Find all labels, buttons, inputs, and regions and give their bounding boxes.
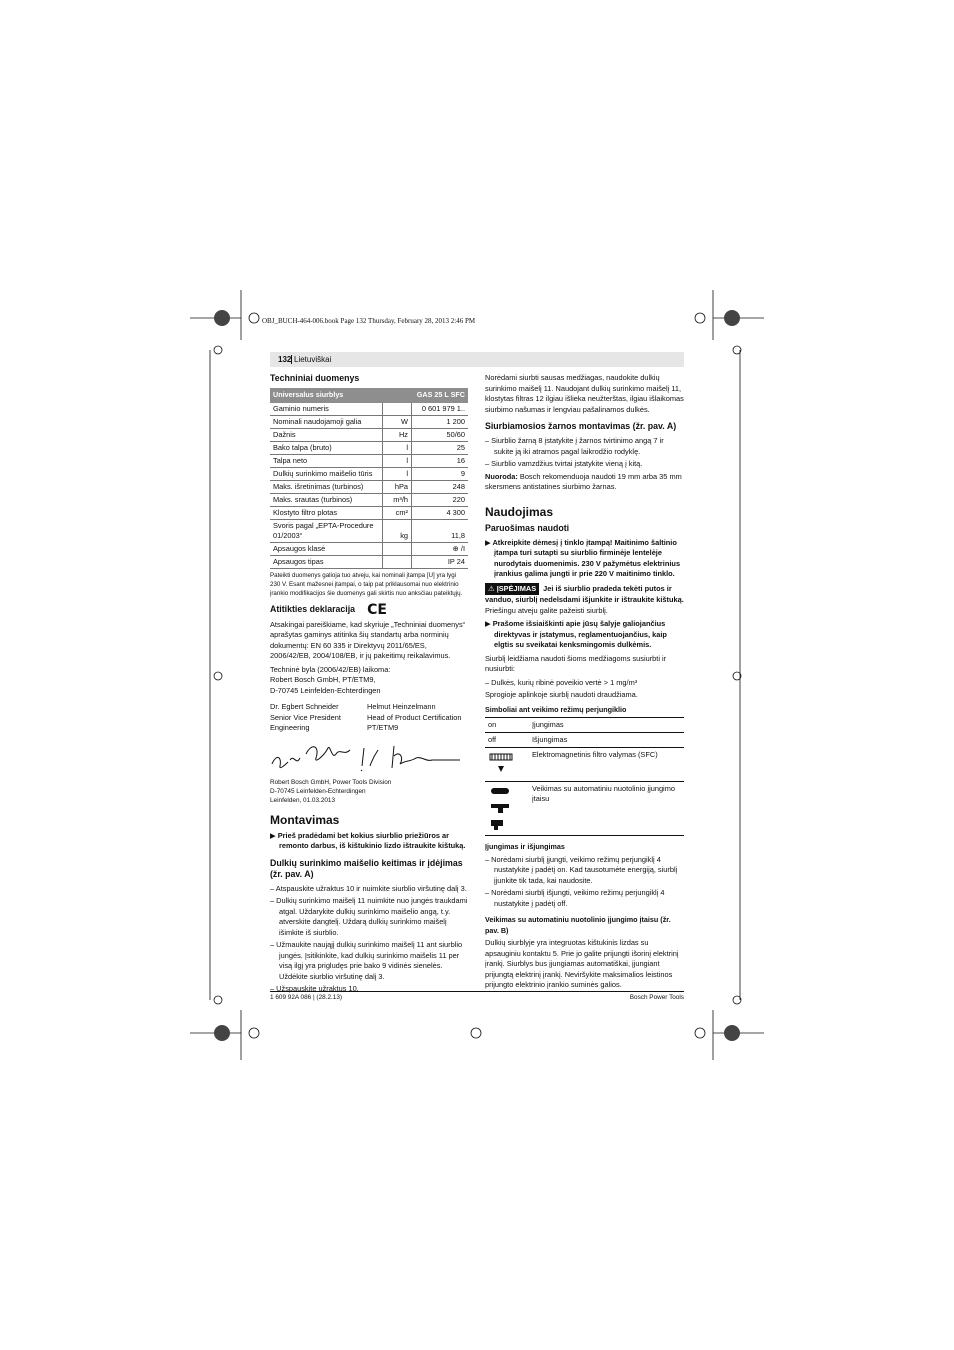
- tech-cell-unit: hPa: [383, 480, 412, 493]
- tech-cell-value: IP 24: [412, 555, 469, 568]
- tech-cell-unit: [383, 555, 412, 568]
- page-footer: [270, 991, 684, 1001]
- tech-row: [270, 454, 468, 467]
- book-slug: OBJ_BUCH-464-006.book Page 132 Thursday, February 28, 2013 2:46 PM: [262, 317, 476, 325]
- tech-cell-unit: l: [383, 441, 412, 454]
- list-item-text: Norėdami siurblį įjungti, veikimo režimų perjungiklį 4 nustatykite į padėtį on. Kad tausotumėte energiją, siurblį įjunkite tik tada, kai naudosite.: [491, 854, 678, 885]
- list-item-text: Atspauskite užraktus 10 ir nuimkite siurblio viršutinę dalį 3.: [275, 883, 467, 893]
- tech-heading: Techniniai duomenys: [270, 373, 360, 383]
- tech-cell-unit: l: [383, 454, 412, 467]
- tech-cell-value: 220: [412, 493, 469, 506]
- signer-1-dept: Engineering: [270, 723, 310, 732]
- montavimas-warning: ▶ Prieš pradėdami bet kokius siurblio priežiūros ar remonto darbus, iš kištukinio lizdo ištraukite kištuką.: [270, 830, 466, 850]
- auto-text: Dulkių siurblyje yra integruotas kištukinis lizdas su apsauginiu kontaktu 5. Prie jo galite prijungti išorinį elektrinį įrankį. Siurblys bus įjungiamas automatiškai, įjungiant prijungtą elektrinį įrankį. Neviršykite maksimalios leistinos prijungto elektrinio įrankio suminės galios.: [485, 938, 679, 989]
- symbol-row-on: [485, 718, 684, 733]
- tech-cell-label: Gaminio numeris: [270, 403, 383, 416]
- list-item-text: Dulkių surinkimo maišelį 11 nuimkite nuo jungės traukdami atgal. Uždarykite dulkių surinkimo maišelio angą, t.y. atverskite dangtelį. Uždarą dulkių surinkimo maišelį išimkite iš siurblio.: [276, 896, 468, 937]
- power-tool-icon: [488, 784, 514, 830]
- signer-1-title: Senior Vice President: [270, 712, 341, 722]
- tech-table-head: [270, 388, 468, 403]
- tech-cell-unit: [383, 403, 412, 416]
- page-number: 132: [278, 355, 292, 364]
- tech-cell-unit: [383, 542, 412, 555]
- onoff-heading: Įjungimas ir išjungimas: [485, 842, 565, 851]
- prep-heading: Paruošimas naudoti: [485, 522, 570, 533]
- tech-table: [270, 388, 468, 569]
- language-label: Lietuviškai: [294, 355, 332, 364]
- left-column: [270, 373, 468, 997]
- page-header: [270, 352, 684, 367]
- signer-2-name: Helmut Heinzelmann: [367, 702, 436, 711]
- filter-cleaning-icon: [488, 750, 514, 776]
- decl-file-label: Techninė byla (2006/42/EB) laikoma:: [270, 664, 391, 674]
- tech-cell-value: ⊕ /I: [412, 542, 469, 555]
- tech-cell-value: 50/60: [412, 428, 469, 441]
- prep-item-2: ▶ Prašome išsiaiškinti apie jūsų šalyje galiojančius direktyvas ir įstatymus, reglamentuojančius, kaip elgtis su sveikatai kenksmingomis dulkėmis.: [485, 619, 667, 649]
- tech-cell-unit: Hz: [383, 428, 412, 441]
- hose-note-label: Nuoroda:: [485, 471, 518, 481]
- tech-note: Pateikti duomenys galioja tuo atveju, kai nominali įtampa [U] yra lygi 230 V. Esant mažesnei įtampai, o taip pat priklausomai nuo elektrinio įrankio modifikacijos šie duomenys gali skirtis nuo anksčiau pateiktųjų.: [270, 571, 463, 597]
- prep-item-1: ▶ Atkreipkite dėmesį į tinklo įtampą! Maitinimo šaltinio įtampa turi sutapti su siurblio firminėje lentelėje nurodytais duomenimis. 230 V pažymėtus elektrinius įrankius galima jungti ir prie 220 V maitinimo tinklo.: [485, 537, 681, 578]
- right-column: [485, 373, 684, 994]
- list-item: – Užspauskite užraktus 10.: [270, 984, 359, 993]
- tech-cell-label: Nominali naudojamoji galia: [270, 415, 383, 428]
- tech-cell-value: 4 300: [412, 506, 469, 519]
- sfc-filter-icon: [485, 748, 529, 782]
- signer-2-dept: PT/ETM9: [367, 723, 399, 732]
- tech-cell-label: Svoris pagal „EPTA-Procedure 01/2003“: [270, 519, 383, 542]
- signer-1: [270, 702, 367, 734]
- ce-mark-icon: CE: [367, 601, 387, 618]
- tech-row: [270, 428, 468, 441]
- hose-steps: [485, 436, 684, 470]
- allowed-item-text: Dulkės, kurių ribinė poveikio vertė > 1 mg/m³: [491, 677, 638, 687]
- tech-cell-unit: l: [383, 467, 412, 480]
- tech-cell-value: 11,8: [412, 519, 469, 542]
- decl-file-addr2: D-70745 Leinfelden-Echterdingen: [270, 685, 381, 695]
- auto-switch-icon: [485, 782, 529, 836]
- list-item: – Norėdami siurblį išjungti, veikimo režimų perjungiklį 4 nustatykite į padėtį off.: [485, 888, 665, 908]
- tech-cell-label: Apsaugos klasė: [270, 542, 383, 555]
- footer-doc-number: 1 609 92A 086 | (28.2.13): [270, 994, 343, 1001]
- tech-cell-label: Bako talpa (bruto): [270, 441, 383, 454]
- warning-badge-label: ĮSPĖJIMAS: [496, 583, 537, 593]
- tech-head-unit: [383, 388, 412, 403]
- use-heading: Naudojimas: [485, 504, 554, 519]
- tech-row: [270, 519, 468, 542]
- company-line-2: D-70745 Leinfelden-Echterdingen: [270, 787, 366, 795]
- signer-2-title: Head of Product Certification: [367, 712, 462, 722]
- allowed-text: Siurblį leidžiama naudoti šioms medžiagoms susiurbti ir nusiurbti:: [485, 653, 667, 673]
- list-item: – Atspauskite užraktus 10 ir nuimkite siurblio viršutinę dalį 3.: [270, 883, 467, 893]
- tech-row: [270, 506, 468, 519]
- tech-cell-value: 16: [412, 454, 469, 467]
- tech-cell-label: Dulkių surinkimo maišelio tūris: [270, 467, 383, 480]
- signature-icon: [270, 736, 468, 774]
- company-line-1: Robert Bosch GmbH, Power Tools Division: [270, 778, 392, 786]
- signers: [270, 702, 468, 734]
- tech-row: [270, 542, 468, 555]
- forbidden-text: Sprogioje aplinkoje siurblį naudoti draudžiama.: [485, 690, 638, 699]
- list-item-text: Norėdami siurblį išjungti, veikimo režimų perjungiklį 4 nustatykite į padėtį off.: [491, 888, 665, 908]
- symbol-on: on: [485, 718, 529, 733]
- onoff-steps: [485, 855, 684, 910]
- allowed-item: – Dulkės, kurių ribinė poveikio vertė > 1 mg/m³: [485, 677, 638, 687]
- signer-2: [367, 702, 464, 734]
- symbol-on-desc: Įjungimas: [529, 718, 684, 733]
- warning-text-2: Priešingu atveju galite pažeisti siurblį.: [485, 605, 608, 615]
- tech-cell-label: Apsaugos tipas: [270, 555, 383, 568]
- tech-cell-unit: m³/h: [383, 493, 412, 506]
- decl-file-addr1: Robert Bosch GmbH, PT/ETM9,: [270, 675, 376, 684]
- symbol-off-desc: Išjungimas: [529, 733, 684, 748]
- prep-item-1-text: Atkreipkite dėmesį į tinklo įtampą! Maitinimo šaltinio įtampa turi sutapti su siurblio firminėje lentelėje nurodytais duomenimis. 230 V pažymėtus elektrinius įrankius galima jungti ir prie 220 V maitinimo tinklo.: [492, 537, 681, 578]
- symbol-row-sfc: [485, 748, 684, 782]
- tech-cell-unit: kg: [383, 519, 412, 542]
- warning-triangle-icon: ⚠: [488, 583, 495, 593]
- list-item: – Dulkių surinkimo maišelį 11 nuimkite nuo jungės traukdami atgal. Uždarykite dulkių surinkimo maišelio angą, t.y. atverskite dangtelį. Uždarą dulkių surinkimo maišelį išimkite iš siurblio.: [270, 896, 468, 937]
- tech-cell-label: Maks. srautas (turbinos): [270, 493, 383, 506]
- tech-cell-value: 248: [412, 480, 469, 493]
- symbols-table: [485, 717, 684, 836]
- bag-heading: Dulkių surinkimo maišelio keitimas ir įdėjimas (žr. pav. A): [270, 857, 463, 879]
- auto-heading: Veikimas su automatiniu nuotolinio įjungimo įtaisu (žr. pav. B): [485, 915, 671, 935]
- tech-cell-value: 1 200: [412, 415, 469, 428]
- decl-text: Atsakingai pareiškiame, kad skyriuje „Techniniai duomenys“ aprašytas gaminys atitinka šių standartų arba norminių dokumentų: EN 60 335 ir Direktyvų 2011/65/ES, 2006/42/EB, 2004/108/EB, ir jų pakeitimų reikalavimus.: [270, 619, 466, 660]
- hose-heading: Siurbiamosios žarnos montavimas (žr. pav. A): [485, 421, 677, 431]
- tech-row: [270, 415, 468, 428]
- symbols-heading: Simboliai ant veikimo režimų perjungiklio: [485, 704, 627, 714]
- header-divider: [291, 355, 292, 364]
- tech-cell-value: 25: [412, 441, 469, 454]
- symbol-auto-desc: Veikimas su automatiniu nuotolinio įjungimo įtaisu: [529, 782, 684, 836]
- tech-row: [270, 493, 468, 506]
- tech-row: [270, 441, 468, 454]
- company-line-3: Leinfelden, 01.03.2013: [270, 796, 336, 804]
- montavimas-warning-text: Prieš pradėdami bet kokius siurblio priežiūros ar remonto darbus, iš kištukinio lizdo ištraukite kištuką.: [277, 830, 466, 850]
- list-item-text: Siurblio žarną 8 įstatykite į žarnos tvirtinimo angą 7 ir sukite ją iki atramos pagal laikrodžio rodyklę.: [491, 436, 664, 456]
- tech-row: [270, 555, 468, 568]
- symbol-sfc-desc: Elektromagnetinis filtro valymas (SFC): [529, 748, 684, 782]
- symbol-row-off: [485, 733, 684, 748]
- bag-steps: [270, 884, 468, 995]
- hose-note-text: Bosch rekomenduoja naudoti 19 mm arba 35 mm skersmens antistatines siurbimo žarnas.: [485, 471, 682, 491]
- tech-cell-value: 0 601 979 1..: [412, 403, 469, 416]
- list-item-text: Užspauskite užraktus 10.: [276, 984, 359, 993]
- warning-text: Jei iš siurblio pradeda tekėti putos ir vanduo, siurblį nedelsdami išjunkite ir ištraukite kištuką.: [485, 583, 684, 604]
- list-item: – Norėdami siurblį įjungti, veikimo režimų perjungiklį 4 nustatykite į padėtį on. Kad tausotumėte energiją, siurblį įjunkite tik tada, kai naudosite.: [485, 854, 678, 885]
- signer-1-name: Dr. Egbert Schneider: [270, 702, 339, 711]
- tech-cell-label: Maks. išretinimas (turbinos): [270, 480, 383, 493]
- list-item: – Užmaukite naująjį dulkių surinkimo maišelį 11 ant siurblio jungės. Įsitikinkite, kad dulkių surinkimo maišelis 11 per visą ilgį yra prigludęs prie bako 9 vidinės sienelės. Uždėkite siurblio viršutinę dalį 3.: [270, 940, 463, 981]
- tech-cell-unit: cm²: [383, 506, 412, 519]
- decl-file: [270, 665, 468, 697]
- list-item: – Siurblio žarną 8 įstatykite į žarnos tvirtinimo angą 7 ir sukite ją iki atramos pagal laikrodžio rodyklę.: [485, 436, 664, 456]
- tech-cell-label: Talpa neto: [270, 454, 383, 467]
- tech-cell-value: 9: [412, 467, 469, 480]
- signatures-image: [270, 736, 468, 774]
- warning-block: [485, 583, 684, 617]
- tech-row: [270, 403, 468, 416]
- warning-badge: [485, 583, 539, 596]
- company-address: [270, 778, 468, 805]
- tech-cell-unit: W: [383, 415, 412, 428]
- tech-head-product: Universalus siurblys: [270, 388, 383, 403]
- tech-cell-label: Klostyto filtro plotas: [270, 506, 383, 519]
- prep-item-2-text: Prašome išsiaiškinti apie jūsų šalyje galiojančius direktyvas ir įstatymus, reglamentuojančius, kaip elgtis su sveikatai kenksmingomis dulkėmis.: [492, 619, 667, 649]
- list-item-text: Siurblio vamzdžius tvirtai įstatykite vieną į kitą.: [491, 459, 643, 468]
- list-item-text: Užmaukite naująjį dulkių surinkimo maišelį 11 ant siurblio jungės. Įsitikinkite, kad dulkių surinkimo maišelis 11 per visą ilgį yra prigludęs prie bako 9 vidinės sienelės. Uždėkite siurblio viršutinę dalį 3.: [276, 940, 463, 981]
- footer-brand: Bosch Power Tools: [629, 994, 684, 1001]
- tech-row: [270, 480, 468, 493]
- tech-head-model: GAS 25 L SFC: [412, 388, 469, 403]
- dry-intro: Norėdami siurbti sausas medžiagas, naudokite dulkių surinkimo maišelį 11. Naudojant dulkių surinkimo maišelį 11, klostytas filtras 12 ilgiau išlieka neužterštas, ilgiau išlaikomas siurbimo našumas ir lengviau pašalinamos dulkės.: [485, 373, 684, 414]
- hose-note: [485, 472, 684, 493]
- decl-heading: [270, 601, 468, 618]
- list-item: – Siurblio vamzdžius tvirtai įstatykite vieną į kitą.: [485, 459, 643, 468]
- symbol-row-auto: [485, 782, 684, 836]
- symbol-off: off: [485, 733, 529, 748]
- tech-cell-label: Dažnis: [270, 428, 383, 441]
- montavimas-heading: Montavimas: [270, 812, 340, 827]
- decl-heading-text: Atitikties deklaracija: [270, 603, 356, 614]
- tech-row: [270, 467, 468, 480]
